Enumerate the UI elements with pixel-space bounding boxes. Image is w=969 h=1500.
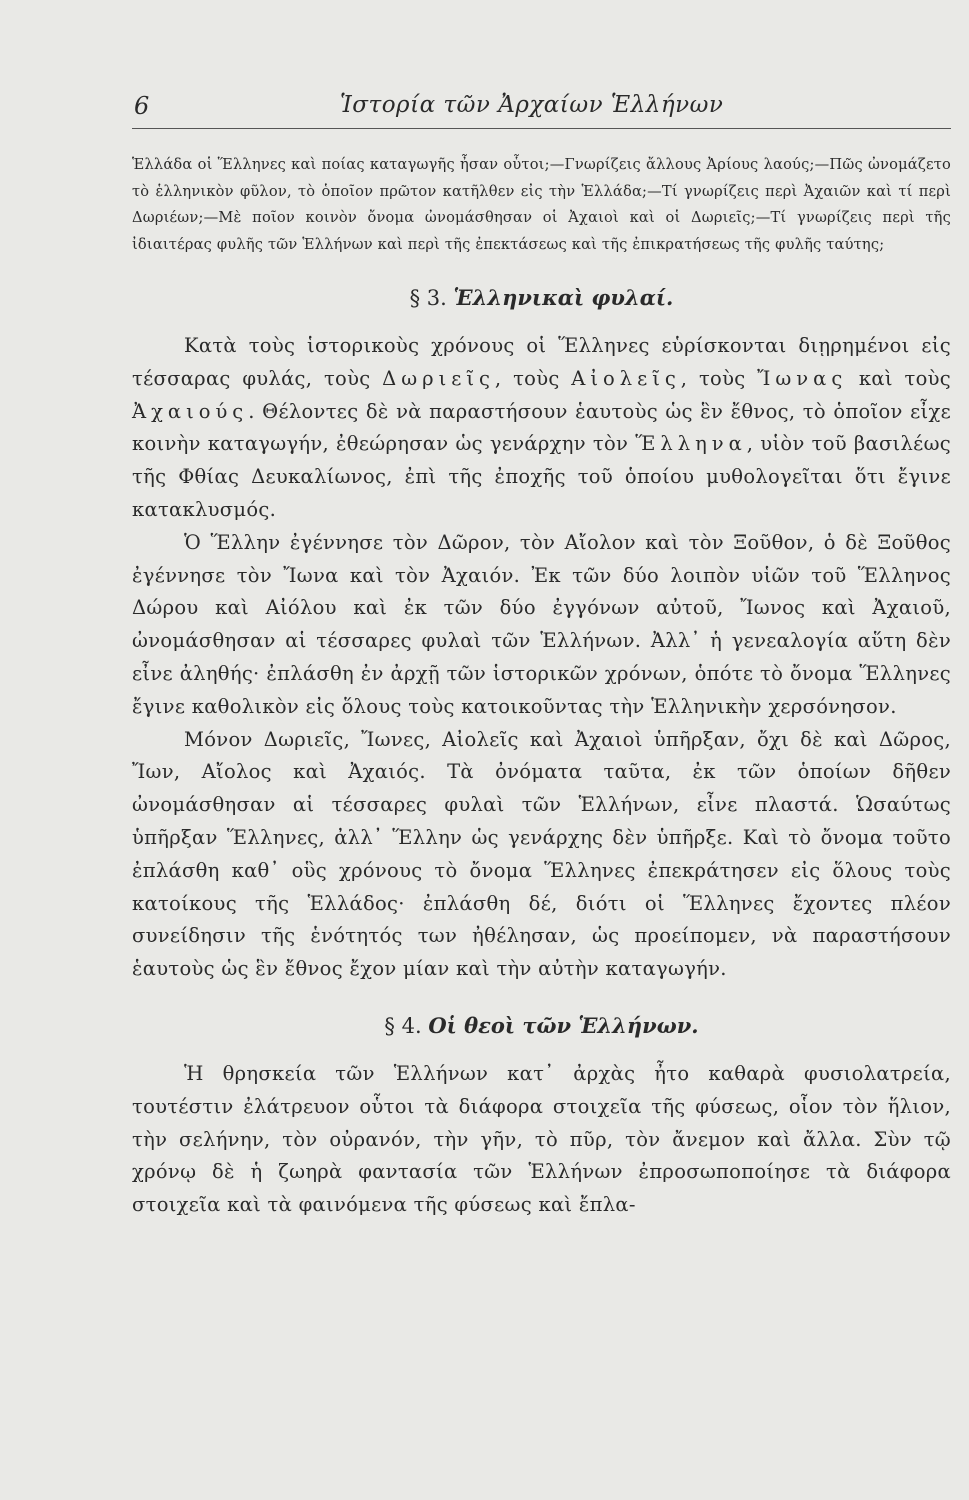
tribe-dorians: Δωριεῖς [382, 366, 495, 390]
section-3-paragraph-2: Ὁ Ἕλλην ἐγέννησε τὸν Δῶρον, τὸν Αἴολον καὶ τὸν Ξοῦθον, ὁ δὲ Ξοῦθος ἐγέννησε τὸν Ἴωνα καὶ τὸν Ἀχαιόν. Ἐκ τῶν δύο λοιπὸν υἱῶν τοῦ Ἕλληνος Δώρου καὶ Αἰόλου καὶ ἐκ τῶν δύο ἐγγόνων αὐτοῦ, Ἴωνος καὶ Ἀχαιοῦ, ὠνομάσθησαν αἱ τέσσαρες φυλαὶ τῶν Ἑλλήνων. Ἀλλ᾽ ἡ γενεαλογία αὕτη δὲν εἶνε ἀληθής· ἐπλάσθη ἐν ἀρχῇ τῶν ἱστορικῶν χρόνων, ὁπότε τὸ ὄνομα Ἕλληνες ἔγινε καθολικὸν εἰς ὅλους τοὺς κατοικοῦντας τὴν Ἑλληνικὴν χερσόνησον. [132, 530, 951, 718]
text-run: , τοὺς [680, 366, 758, 390]
section-3-paragraph-3: Μόνον Δωριεῖς, Ἴωνες, Αἰολεῖς καὶ Ἀχαιοὶ ὑπῆρξαν, ὄχι δὲ καὶ Δῶρος, Ἴων, Αἴολος καὶ Ἀχαιός. Τὰ ὀνόματα ταῦτα, ἐκ τῶν ὁποίων δῆθεν ὠνομάσθησαν αἱ τέσσαρες φυλαὶ τῶν Ἑλλήνων, εἶνε πλαστά. Ὡσαύτως ὑπῆρξαν Ἕλληνες, ἀλλ᾽ Ἕλλην ὡς γενάρχης δὲν ὑπῆρξε. Καὶ τὸ ὄνομα τοῦτο ἐπλάσθη καθ᾽ οὓς χρόνους τὸ ὄνομα Ἕλληνες ἐπεκράτησεν εἰς ὅλους τοὺς κατοίκους τῆς Ἑλλάδος· ἐπλάσθη δέ, διότι οἱ Ἕλληνες ἔχοντες πλέον συνείδησιν τῆς ἑνότητός των ἠθέλησαν, ὡς προείπομεν, νὰ παραστήσουν ἑαυτοὺς ὡς ἓν ἔθνος ἔχον μίαν καὶ τὴν αὐτὴν καταγωγήν. [132, 727, 951, 981]
section-4-title: Οἱ θεοὶ τῶν Ἑλλήνων. [428, 1012, 699, 1038]
tribe-aeolians: Αἰολεῖς [571, 366, 681, 390]
text-run: . Θέλοντες δὲ νὰ παραστήσουν ἑαυτοὺς ὡς ἓν ἔθνος, τὸ ὁποῖον εἶχε κοινὴν καταγωγήν, ἐθεώρησαν ὡς γενάρχην τὸν [132, 399, 951, 456]
section-3-number: § 3. [409, 286, 447, 310]
text-run: καὶ τοὺς [847, 366, 952, 390]
name-hellen: Ἕλληνα [635, 432, 747, 456]
section-3-heading [132, 283, 951, 313]
page-content [132, 152, 951, 1222]
section-3-title: Ἑλληνικαὶ φυλαί. [453, 285, 674, 310]
page-number: 6 [134, 92, 150, 120]
text-run: , τοὺς [494, 366, 572, 390]
tribe-achaeans: Ἀχαιούς [132, 399, 249, 423]
running-title: Ἱστορία τῶν Ἀρχαίων Ἑλλήνων [340, 92, 724, 118]
page-header [108, 92, 939, 126]
review-questions: Ἑλλάδα οἱ Ἕλληνες καὶ ποίας καταγωγῆς ἦσαν οὗτοι;—Γνωρίζεις ἄλλους Ἀρίους λαούς;—Πῶς ὠνομάζετο τὸ ἑλληνικὸν φῦλον, τὸ ὁποῖον πρῶτον κατῆλθεν εἰς τὴν Ἑλλάδα;—Τί γνωρίζεις περὶ Ἀχαιῶν καὶ τί περὶ Δωριέων;—Μὲ ποῖον κοινὸν ὄνομα ὠνομάσθησαν οἱ Ἀχαιοὶ καὶ οἱ Δωριεῖς;—Τί γνωρίζεις περὶ τῆς ἰδιαιτέρας φυλῆς τῶν Ἑλλήνων καὶ περὶ τῆς ἐπεκτάσεως καὶ τῆς ἐπικρατήσεως τῆς φυλῆς ταύτης; [132, 156, 951, 253]
header-rule [132, 128, 951, 129]
section-4-paragraph-1: Ἡ θρησκεία τῶν Ἑλλήνων κατ᾽ ἀρχὰς ἦτο καθαρὰ φυσιολατρεία, τουτέστιν ἐλάτρευον οὗτοι τὰ διάφορα στοιχεῖα τῆς φύσεως, οἷον τὸν ἥλιον, τὴν σελήνην, τὸν οὐρανόν, τὴν γῆν, τὸ πῦρ, τὸν ἄνεμον καὶ ἄλλα. Σὺν τῷ χρόνῳ δὲ ἡ ζωηρὰ φαντασία τῶν Ἑλλήνων ἐπροσωποποίησε τὰ διάφορα στοιχεῖα καὶ τὰ φαινόμενα τῆς φύσεως καὶ ἔπλα- [132, 1061, 951, 1217]
section-4-heading [132, 1011, 951, 1041]
text-run: , υἱὸν τοῦ βασιλέως τῆς Φθίας Δευκαλίωνος, ἐπὶ τῆς ἐποχῆς τοῦ ὁποίου μυθολογεῖται ὅτι ἔγινε κατακλυσμός. [132, 432, 951, 521]
section-3-paragraph-1 [132, 330, 951, 527]
section-4-number: § 4. [384, 1013, 422, 1038]
tribe-ionians: Ἴωνας [757, 366, 848, 390]
text-run: Κατὰ τοὺς ἱστορικοὺς χρόνους οἱ Ἕλληνες εὑρίσκονται διῃρημένοι εἰς τέσσαρας φυλάς, τοὺς [132, 334, 951, 390]
